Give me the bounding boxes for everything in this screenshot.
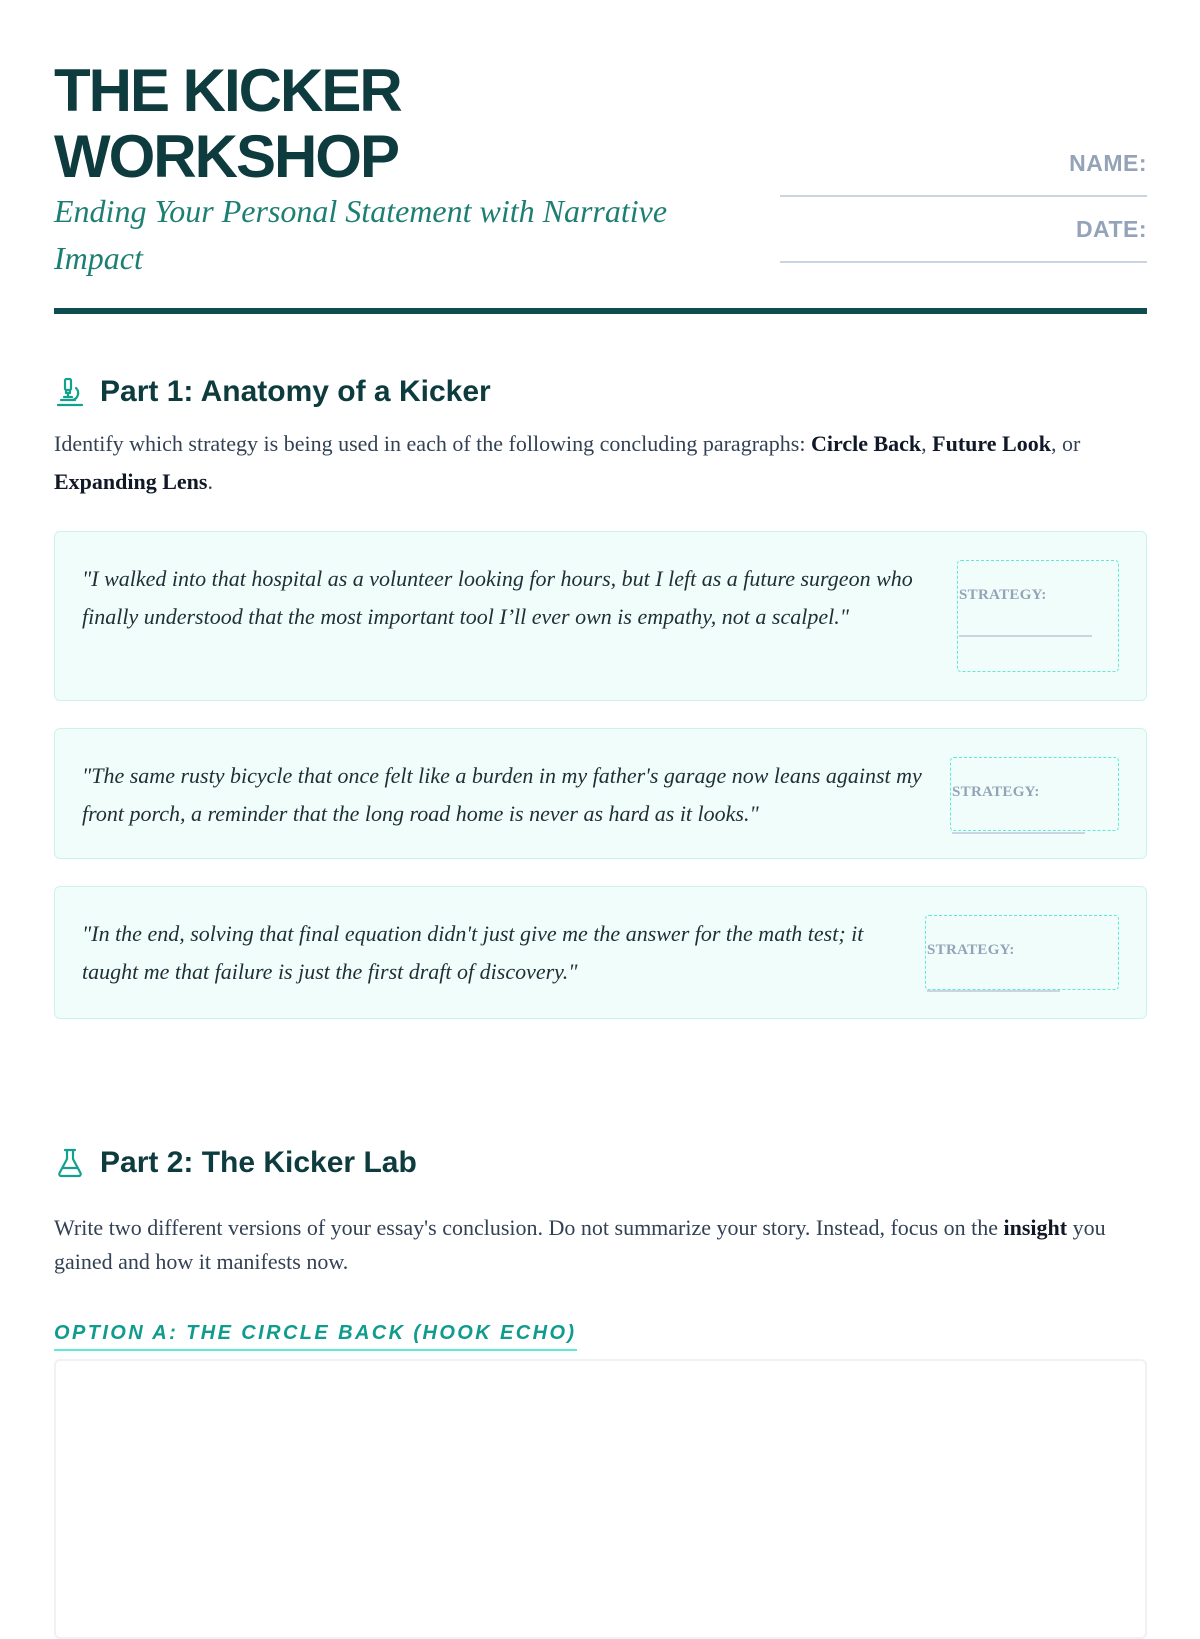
- quote-text: "The same rusty bicycle that once felt like a burden in my father's garage now leans against my front porch, a reminder that the long road home is never as hard as it looks.": [82, 763, 922, 826]
- strategy-label: STRATEGY:: [927, 942, 1015, 958]
- page-subtitle: Ending Your Personal Statement with Narrative Impact: [54, 193, 668, 276]
- insight-emphasis: insight: [1003, 1215, 1068, 1240]
- quote-card-3: [54, 886, 1147, 1019]
- strategy-answer-box[interactable]: [950, 757, 1119, 831]
- strategy-option-future-look: Future Look: [932, 431, 1051, 456]
- period: .: [207, 469, 213, 494]
- strategy-answer-box[interactable]: [925, 915, 1119, 990]
- microscope-icon: [54, 376, 86, 408]
- quote-text: "In the end, solving that final equation didn't just give me the answer for the math test; it taught me that failure is just the first draft of discovery.": [82, 921, 864, 984]
- separator: , or: [1050, 431, 1081, 456]
- option-a-writing-area[interactable]: [54, 1359, 1147, 1639]
- page-title: THE KICKER WORKSHOP: [54, 57, 401, 190]
- date-input-line[interactable]: [780, 261, 1147, 263]
- quote-card-2: [54, 728, 1147, 859]
- option-a-label: OPTION A: THE CIRCLE BACK (HOOK ECHO): [54, 1320, 577, 1351]
- strategy-answer-box[interactable]: [957, 560, 1119, 672]
- strategy-answer-line[interactable]: [927, 990, 1060, 992]
- part1-heading: [54, 374, 1147, 414]
- worksheet-header: [54, 58, 1147, 310]
- strategy-option-circle-back: Circle Back: [810, 431, 922, 456]
- part2-title: Part 2: The Kicker Lab: [100, 1146, 417, 1179]
- part2-instructions-text: Write two different versions of your essay's conclusion. Do not summarize your story. Instead, focus on the: [54, 1215, 1004, 1240]
- name-label: NAME:: [1069, 150, 1147, 176]
- quote-text: "I walked into that hospital as a volunteer looking for hours, but I left as a future surgeon who finally understood that the most important tool I’ll ever own is empathy, not a scalpel.": [82, 566, 913, 629]
- strategy-answer-line[interactable]: [959, 635, 1092, 637]
- name-input-line[interactable]: [780, 195, 1147, 197]
- part1-instructions: [54, 425, 1147, 501]
- name-field: [724, 150, 1147, 197]
- worksheet-page: [54, 0, 1147, 1600]
- part2-heading: [54, 1145, 1147, 1185]
- date-label: DATE:: [1075, 216, 1147, 242]
- part2-instructions-suffix: you gained and how it manifests now.: [54, 1215, 1106, 1274]
- header-divider: [54, 308, 1147, 314]
- separator: ,: [921, 431, 933, 456]
- strategy-answer-line[interactable]: [952, 832, 1085, 834]
- strategy-label: STRATEGY:: [952, 784, 1040, 800]
- quote-card-1: [54, 531, 1147, 701]
- date-field: [724, 216, 1147, 263]
- flask-icon: [54, 1147, 86, 1179]
- part2-instructions: [54, 1211, 1147, 1279]
- part1-title: Part 1: Anatomy of a Kicker: [100, 375, 491, 408]
- part1-instructions-text: Identify which strategy is being used in each of the following concluding paragraphs:: [54, 431, 811, 456]
- strategy-label: STRATEGY:: [959, 587, 1047, 603]
- strategy-option-expanding-lens: Expanding Lens: [54, 469, 208, 494]
